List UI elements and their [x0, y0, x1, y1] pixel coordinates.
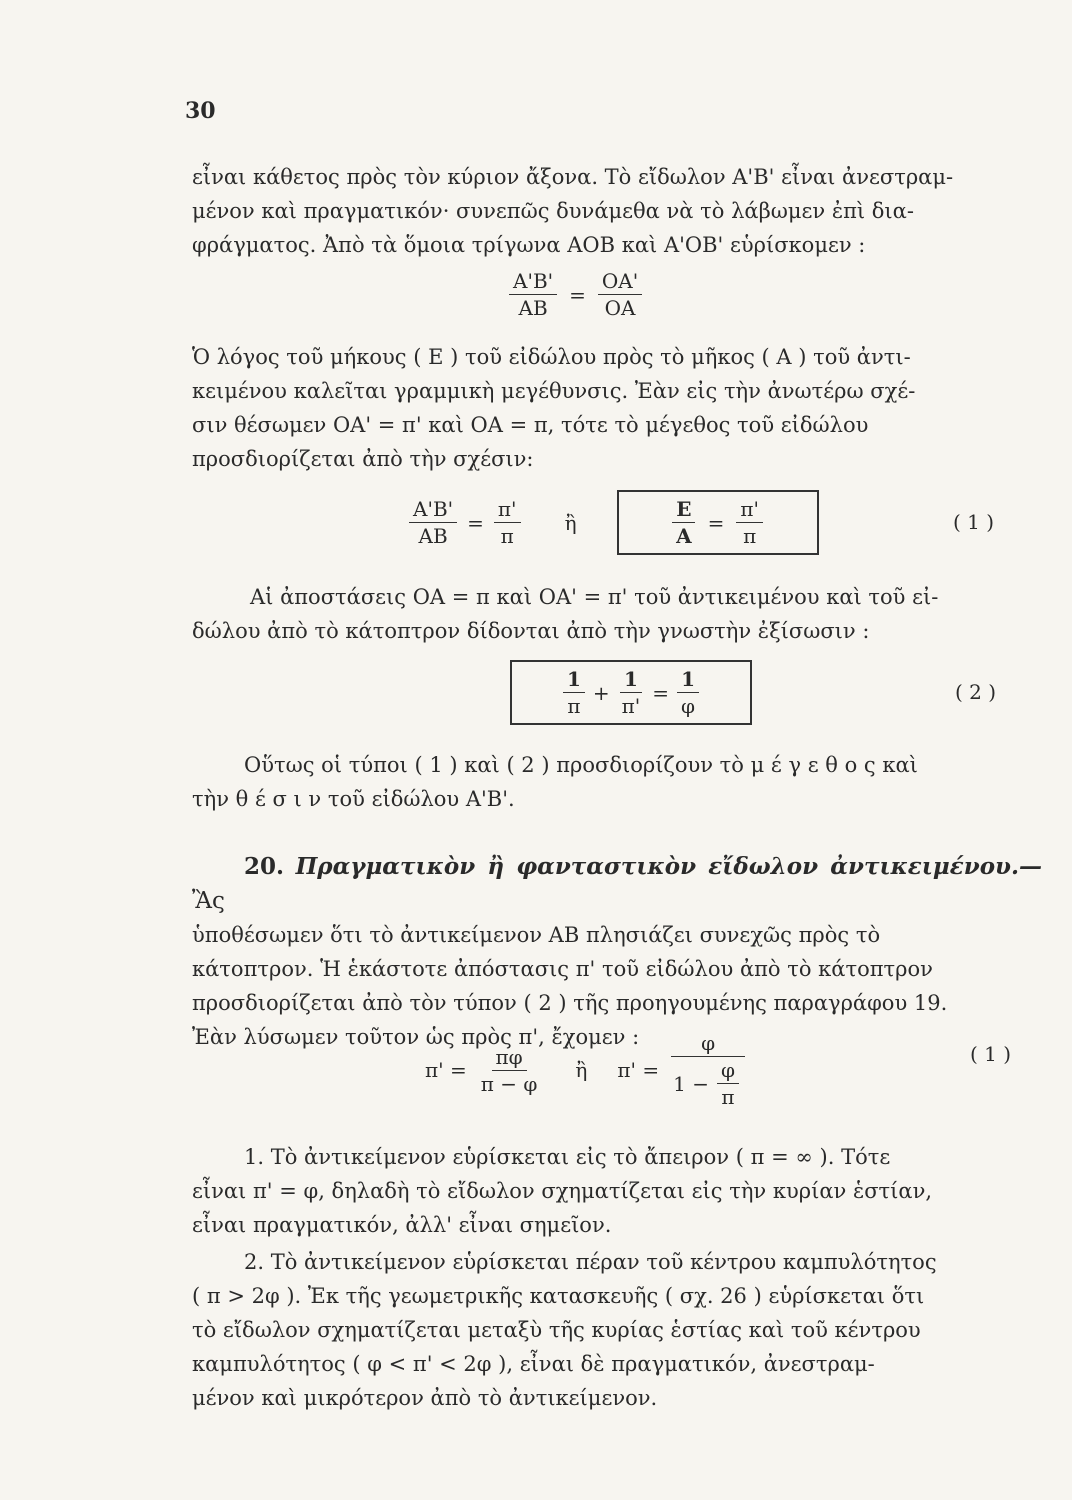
section-20	[192, 850, 1042, 1054]
text-line: μένον καὶ μικρότερον ἀπὸ τὸ ἀντικείμενον.	[192, 1386, 658, 1410]
equation-label: ( 2 )	[955, 680, 997, 704]
text-line: τὴν θ έ σ ι ν τοῦ εἰδώλου Α'Β'.	[192, 787, 515, 811]
fraction-numerator: 1	[563, 666, 585, 693]
fraction-numerator: πφ	[492, 1044, 527, 1071]
text-line: 1. Τὸ ἀντικείμενον εὑρίσκεται εἰς τὸ ἄπειρον ( π = ∞ ). Τότε	[244, 1145, 891, 1169]
text-line: καμπυλότητος ( φ < π' < 2φ ), εἶναι δὲ πραγματικόν, ἀνεστραμ-	[192, 1352, 875, 1376]
text-line: Αἱ ἀποστάσεις ΟΑ = π καὶ ΟΑ' = π' τοῦ ἀντικειμένου καὶ τοῦ εἰ-	[250, 585, 939, 609]
section-lead-word: Ἂς	[192, 888, 225, 914]
fraction-numerator: ΟΑ'	[598, 268, 642, 295]
text-line: τὸ εἴδωλον σχηματίζεται μεταξὺ τῆς κυρίας ἑστίας καὶ τοῦ κέντρου	[192, 1318, 921, 1342]
boxed-formula	[617, 490, 819, 555]
ratio-equation	[505, 268, 646, 321]
fraction-denominator: ΟΑ	[604, 296, 636, 320]
equals-sign: =	[569, 282, 586, 307]
section-heading	[192, 850, 1042, 918]
equation-2	[510, 660, 752, 725]
fraction-denominator: π	[567, 694, 581, 718]
fraction-numerator: 1	[677, 666, 699, 693]
fraction-denominator: π'	[621, 694, 641, 718]
text-line: Ἐὰν λύσωμεν τοῦτον ὡς πρὸς π', ἔχομεν :	[192, 1025, 640, 1049]
equation-3	[425, 1030, 751, 1110]
text-line: εἶναι πραγματικόν, ἀλλ' εἶναι σημεῖον.	[192, 1213, 612, 1237]
text-line: δώλου ἀπὸ τὸ κάτοπτρον δίδονται ἀπὸ τὴν γνωστὴν ἐξίσωσιν :	[192, 619, 870, 643]
fraction-denominator	[669, 1057, 747, 1110]
fraction-numerator: π'	[494, 496, 521, 523]
fraction-denominator: π	[743, 524, 757, 548]
section-title: Πραγματικὸν ἢ φανταστικὸν εἴδωλον ἀντικειμένου.—	[295, 853, 1043, 880]
text-line: ὑποθέσωμεν ὅτι τὸ ἀντικείμενον ΑΒ πλησιάζει συνεχῶς πρὸς τὸ	[192, 923, 881, 947]
fraction-denominator: Α	[676, 524, 692, 548]
text-line: εἶναι κάθετος πρὸς τὸν κύριον ἄξονα. Τὸ εἴδωλον Α'Β' εἶναι ἀνεστραμ-	[192, 165, 954, 189]
paragraph-1	[192, 160, 1042, 262]
fraction-numerator: Ε	[672, 496, 695, 523]
text-line: κειμένου καλεῖται γραμμικὴ μεγέθυνσις. Ἐὰν εἰς τὴν ἀνωτέρω σχέ-	[192, 379, 916, 403]
equation-1	[405, 490, 819, 555]
equals-sign: =	[467, 510, 484, 535]
fraction-denominator: π	[721, 1085, 735, 1109]
text-line: ( π > 2φ ). Ἐκ τῆς γεωμετρικῆς κατασκευῆς ( σχ. 26 ) εὑρίσκεται ὅτι	[192, 1284, 925, 1308]
text-line: Ὁ λόγος τοῦ μήκους ( Ε ) τοῦ εἰδώλου πρὸς τὸ μῆκος ( Α ) τοῦ ἀντι-	[192, 345, 911, 369]
fraction-denominator: ΑΒ	[418, 524, 448, 548]
fraction-numerator: π'	[736, 496, 763, 523]
text-line: προσδιορίζεται ἀπὸ τὸν τύπον ( 2 ) τῆς προηγουμένης παραγράφου 19.	[192, 991, 948, 1015]
equals-sign: =	[652, 680, 670, 705]
boxed-formula	[510, 660, 752, 725]
page-number: 30	[185, 98, 216, 124]
fraction-numerator: 1	[620, 666, 642, 693]
denominator-term: 1 −	[673, 1071, 709, 1096]
paragraph-4	[192, 748, 1042, 816]
fraction-numerator: φ	[671, 1030, 745, 1057]
text-line: Οὕτως οἱ τύποι ( 1 ) καὶ ( 2 ) προσδιορίζουν τὸ μ έ γ ε θ ο ς καὶ	[244, 753, 918, 777]
text-line: κάτοπτρον. Ἡ ἑκάστοτε ἀπόστασις π' τοῦ εἰδώλου ἀπὸ τὸ κάτοπτρον	[192, 957, 933, 981]
plus-sign: +	[592, 680, 610, 705]
text-line: 2. Τὸ ἀντικείμενον εὑρίσκεται πέραν τοῦ κέντρου καμπυλότητος	[244, 1250, 937, 1274]
text-line: φράγματος. Ἀπὸ τὰ ὅμοια τρίγωνα ΑΟΒ καὶ Α'ΟΒ' εὑρίσκομεν :	[192, 233, 866, 257]
equation-label: ( 1 )	[970, 1042, 1012, 1066]
paragraph-6	[192, 1140, 1042, 1242]
text-line: προσδιορίζεται ἀπὸ τὴν σχέσιν:	[192, 447, 534, 471]
fraction-denominator: φ	[681, 694, 696, 718]
paragraph-7	[192, 1245, 1042, 1415]
fraction-numerator: φ	[717, 1057, 739, 1084]
section-number: 20.	[244, 853, 285, 880]
text-line: σιν θέσωμεν ΟΑ' = π' καὶ ΟΑ = π, τότε τὸ μέγεθος τοῦ εἰδώλου	[192, 413, 869, 437]
equation-label: ( 1 )	[953, 510, 995, 534]
paragraph-2	[192, 340, 1042, 476]
fraction-numerator: Α'Β'	[409, 496, 457, 523]
equation-lhs: π' =	[425, 1058, 467, 1082]
paragraph-3	[192, 580, 1042, 648]
fraction-numerator: Α'Β'	[509, 268, 557, 295]
text-line: εἶναι π' = φ, δηλαδὴ τὸ εἴδωλον σχηματίζεται εἰς τὴν κυρίαν ἑστίαν,	[192, 1179, 933, 1203]
fraction-denominator: π − φ	[480, 1071, 538, 1096]
fraction-denominator: π	[500, 524, 514, 548]
text-line: μένον καὶ πραγματικόν· συνεπῶς δυνάμεθα νὰ τὸ λάβωμεν ἐπὶ δια-	[192, 199, 914, 223]
equation-lhs: π' =	[617, 1058, 660, 1082]
or-word: ἢ	[564, 510, 577, 535]
equals-sign: =	[707, 510, 725, 535]
fraction-denominator: ΑΒ	[518, 296, 548, 320]
or-word: ἢ	[575, 1058, 588, 1082]
